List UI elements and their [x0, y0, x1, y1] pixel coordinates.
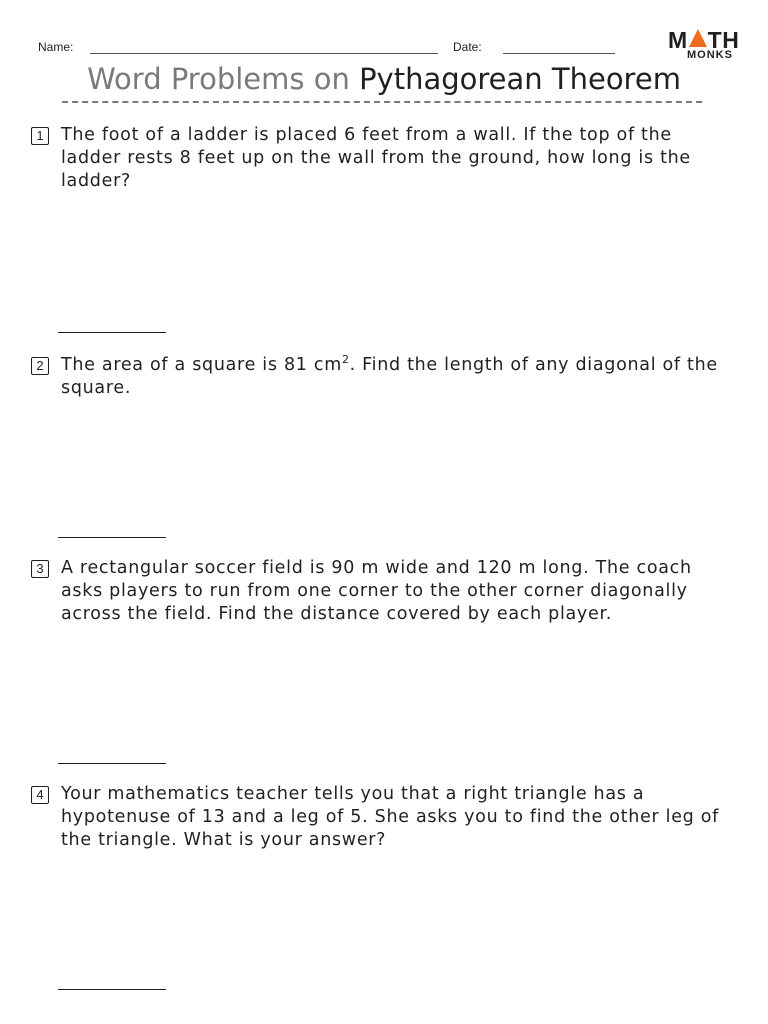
answer-line-2[interactable] [58, 537, 166, 538]
superscript: 2 [341, 353, 350, 366]
logo-letters-th: TH [707, 27, 740, 53]
date-field-line[interactable] [503, 53, 615, 54]
problem-text-part: . Find the length of any diagonal of the square. [61, 355, 718, 398]
problem-text-part: The area of a square is 81 cm [61, 355, 342, 375]
problem-text [61, 354, 721, 400]
name-field-line[interactable] [90, 53, 438, 54]
answer-line-4[interactable] [58, 989, 166, 990]
answer-line-1[interactable] [58, 332, 166, 333]
dashed-divider [62, 101, 702, 103]
header-row [38, 38, 638, 58]
title-part-b: Pythagorean Theorem [359, 62, 681, 96]
triangle-icon [689, 29, 707, 47]
problem-text: The foot of a ladder is placed 6 feet from a wall. If the top of the ladder rests 8 feet up on the wall from the ground, how long is the ladder? [61, 125, 691, 191]
date-label: Date: [453, 40, 482, 54]
page-title [0, 60, 768, 98]
answer-line-3[interactable] [58, 763, 166, 764]
problem-number-box: 1 [31, 127, 49, 145]
logo-monks-text: MONKS [687, 49, 733, 61]
math-monks-logo [668, 28, 740, 62]
logo-letter-m: M [668, 27, 688, 53]
problem-text: Your mathematics teacher tells you that a right triangle has a hypotenuse of 13 and a leg of 5. She asks you to find the other leg of the triangle. What is your answer? [61, 784, 719, 850]
problem-text: A rectangular soccer field is 90 m wide and 120 m long. The coach asks players to run from one corner to the other corner diagonally across the field. Find the distance covered by each player. [61, 558, 692, 624]
problem-number-box: 2 [31, 357, 49, 375]
name-label: Name: [38, 40, 74, 54]
problem-number-box: 4 [31, 786, 49, 804]
title-part-a: Word Problems on [87, 62, 350, 96]
problem-number-box: 3 [31, 560, 49, 578]
